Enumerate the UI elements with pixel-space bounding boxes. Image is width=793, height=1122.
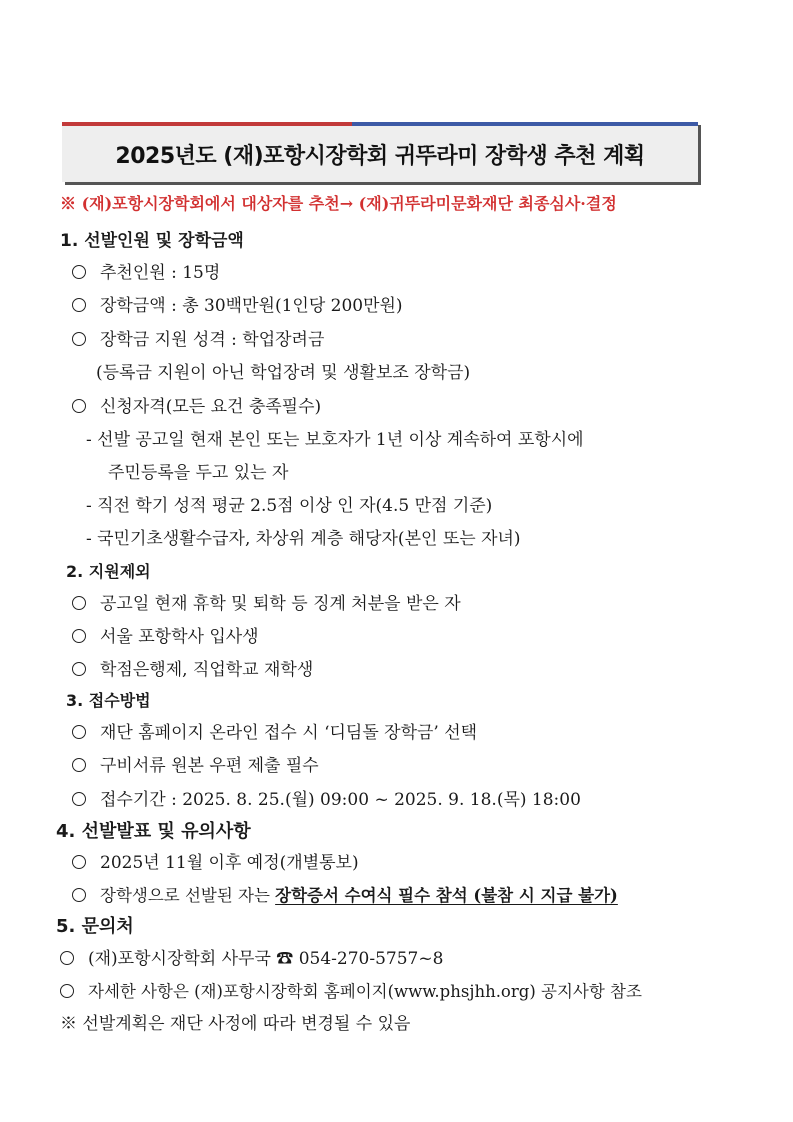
circle-bullet-icon	[72, 792, 86, 806]
circle-bullet-icon	[72, 662, 86, 676]
section-5-heading: 5. 문의처	[56, 916, 134, 937]
circle-bullet-icon	[72, 596, 86, 610]
section-2-heading: 2. 지원제외	[66, 562, 151, 581]
circle-bullet-icon	[72, 629, 86, 643]
circle-bullet-icon	[60, 984, 74, 998]
circle-bullet-icon	[72, 298, 86, 312]
sub-item: - 직전 학기 성적 평균 2.5점 이상 인 자(4.5 만점 기준)	[86, 496, 493, 516]
contact-phone: (재)포항시장학회 사무국 ☎ 054-270-5757~8	[60, 947, 443, 971]
list-item: 신청자격(모든 요건 충족필수)	[72, 395, 321, 419]
footnote: ※ 선발계획은 재단 사정에 따라 변경될 수 있음	[60, 1014, 411, 1034]
list-item: 재단 홈페이지 온라인 접수 시 ‘디딤돌 장학금’ 선택	[72, 721, 477, 745]
sub-item: - 선발 공고일 현재 본인 또는 보호자가 1년 이상 계속하여 포항시에	[86, 430, 584, 450]
circle-bullet-icon	[72, 725, 86, 739]
section-3-heading: 3. 접수방법	[66, 691, 151, 710]
circle-bullet-icon	[72, 265, 86, 279]
list-item: 구비서류 원본 우편 제출 필수	[72, 754, 319, 778]
contact-web: 자세한 사항은 (재)포항시장학회 홈페이지(www.phsjhh.org) 공지사항 참조	[60, 980, 642, 1004]
circle-bullet-icon	[72, 888, 86, 902]
sub-item: - 국민기초생활수급자, 차상위 계층 해당자(본인 또는 자녀)	[86, 529, 521, 549]
section-4-heading: 4. 선발발표 및 유의사항	[56, 821, 251, 842]
sub-item-continued: 주민등록을 두고 있는 자	[108, 463, 289, 483]
circle-bullet-icon	[72, 758, 86, 772]
list-item: 장학금액 : 총 30백만원(1인당 200만원)	[72, 294, 403, 318]
list-item: 공고일 현재 휴학 및 퇴학 등 징계 처분을 받은 자	[72, 592, 461, 616]
list-item-note: (등록금 지원이 아닌 학업장려 및 생활보조 장학금)	[96, 363, 471, 383]
list-item: 장학금 지원 성격 : 학업장려금	[72, 328, 324, 352]
list-item: 서울 포항학사 입사생	[72, 625, 259, 649]
circle-bullet-icon	[72, 855, 86, 869]
list-item: 장학생으로 선발된 자는 장학증서 수여식 필수 참석 (불참 시 지급 불가)	[72, 884, 618, 908]
list-item: 추천인원 : 15명	[72, 261, 220, 285]
title-box	[62, 122, 698, 182]
section-1-heading: 1. 선발인원 및 장학금액	[60, 231, 244, 251]
circle-bullet-icon	[60, 951, 74, 965]
page-title: 2025년도 (재)포항시장학회 귀뚜라미 장학생 추천 계획	[115, 143, 645, 169]
notice-text: ※ (재)포항시장학회에서 대상자를 추천→ (재)귀뚜라미문화재단 최종심사·결정	[60, 194, 617, 213]
list-item: 학점은행제, 직업학교 재학생	[72, 658, 313, 682]
circle-bullet-icon	[72, 399, 86, 413]
emphasis-underline: 장학증서 수여식 필수 참석 (불참 시 지급 불가)	[275, 886, 618, 905]
list-item: 접수기간 : 2025. 8. 25.(월) 09:00 ~ 2025. 9. 18.(목) 18:00	[72, 788, 581, 812]
list-item: 2025년 11월 이후 예정(개별통보)	[72, 851, 359, 875]
circle-bullet-icon	[72, 332, 86, 346]
